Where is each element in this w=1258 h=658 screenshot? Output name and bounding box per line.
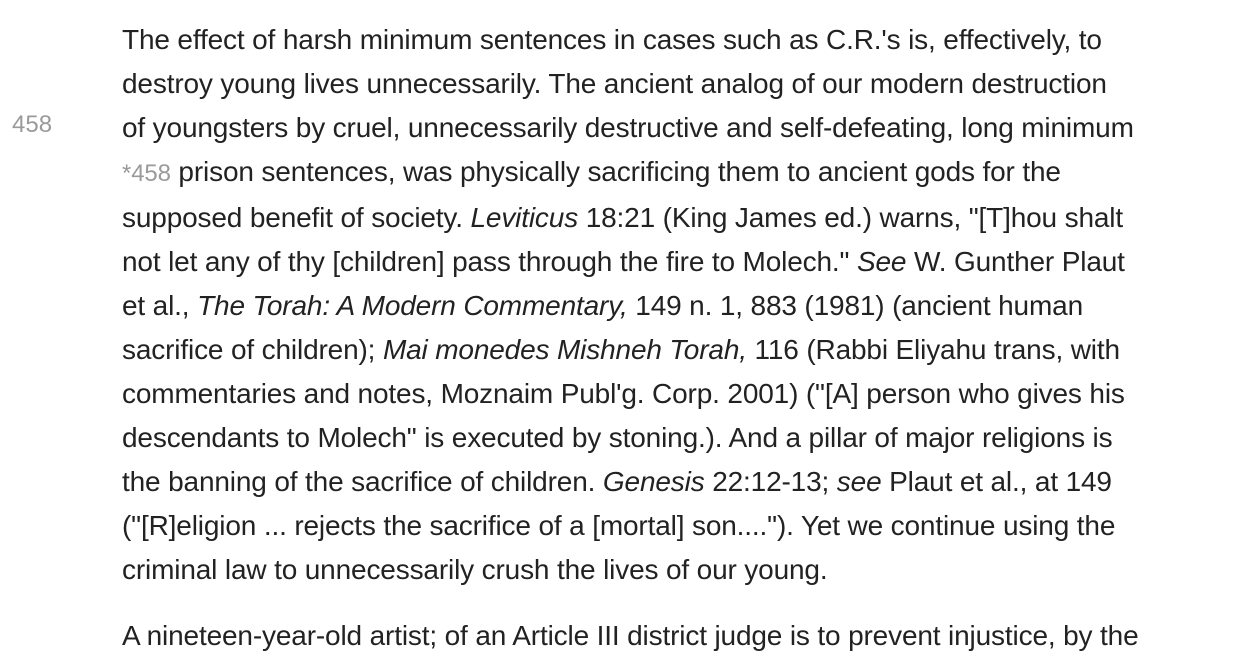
- citation-signal: See: [856, 246, 907, 277]
- paragraph-spacer: [122, 592, 1232, 614]
- text-line: sacrifice of children); Mai monedes Mishneh Torah, 116 (Rabbi Eliyahu trans, with: [122, 334, 1120, 365]
- paragraph: [122, 614, 1232, 658]
- citation-signal: see: [836, 466, 882, 497]
- margin-page-number: 458: [12, 111, 53, 138]
- paragraph: [122, 18, 1232, 592]
- text-line: commentaries and notes, Moznaim Publ'g. Corp. 2001) ("[A] person who gives his: [122, 378, 1125, 409]
- text-line: criminal law to unnecessarily crush the lives of our young.: [122, 554, 828, 585]
- citation-title: Mai monedes Mishneh Torah,: [382, 334, 747, 365]
- text-line: descendants to Molech" is executed by stoning.). And a pillar of major religions is: [122, 422, 1113, 453]
- citation-title: The Torah: A Modern Commentary,: [197, 290, 628, 321]
- text-line: A nineteen-year-old artist; of an Article III district judge is to prevent injustice, by the: [122, 620, 1139, 651]
- text-line: not let any of thy [children] pass through the fire to Molech." See W. Gunther Plaut: [122, 246, 1125, 277]
- citation-title: Leviticus: [470, 202, 579, 233]
- text-line: supposed benefit of society. Leviticus 18:21 (King James ed.) warns, "[T]hou shalt: [122, 202, 1123, 233]
- text-line: of youngsters by cruel, unnecessarily destructive and self-defeating, long minimum: [122, 112, 1134, 143]
- text-line: et al., The Torah: A Modern Commentary, 149 n. 1, 883 (1981) (ancient human: [122, 290, 1083, 321]
- text-line: destroy young lives unnecessarily. The ancient analog of our modern destruction: [122, 68, 1107, 99]
- star-page-marker[interactable]: *458: [122, 160, 171, 187]
- text-line: ("[R]eligion ... rejects the sacrifice of a [mortal] son...."). Yet we continue using the: [122, 510, 1116, 541]
- text-line: The effect of harsh minimum sentences in cases such as C.R.'s is, effectively, to: [122, 24, 1102, 55]
- opinion-text: [122, 18, 1232, 658]
- text-line: *458 prison sentences, was physically sacrificing them to ancient gods for the: [122, 156, 1061, 187]
- citation-title: Genesis: [602, 466, 705, 497]
- text-line: the banning of the sacrifice of children. Genesis 22:12-13; see Plaut et al., at 149: [122, 466, 1112, 497]
